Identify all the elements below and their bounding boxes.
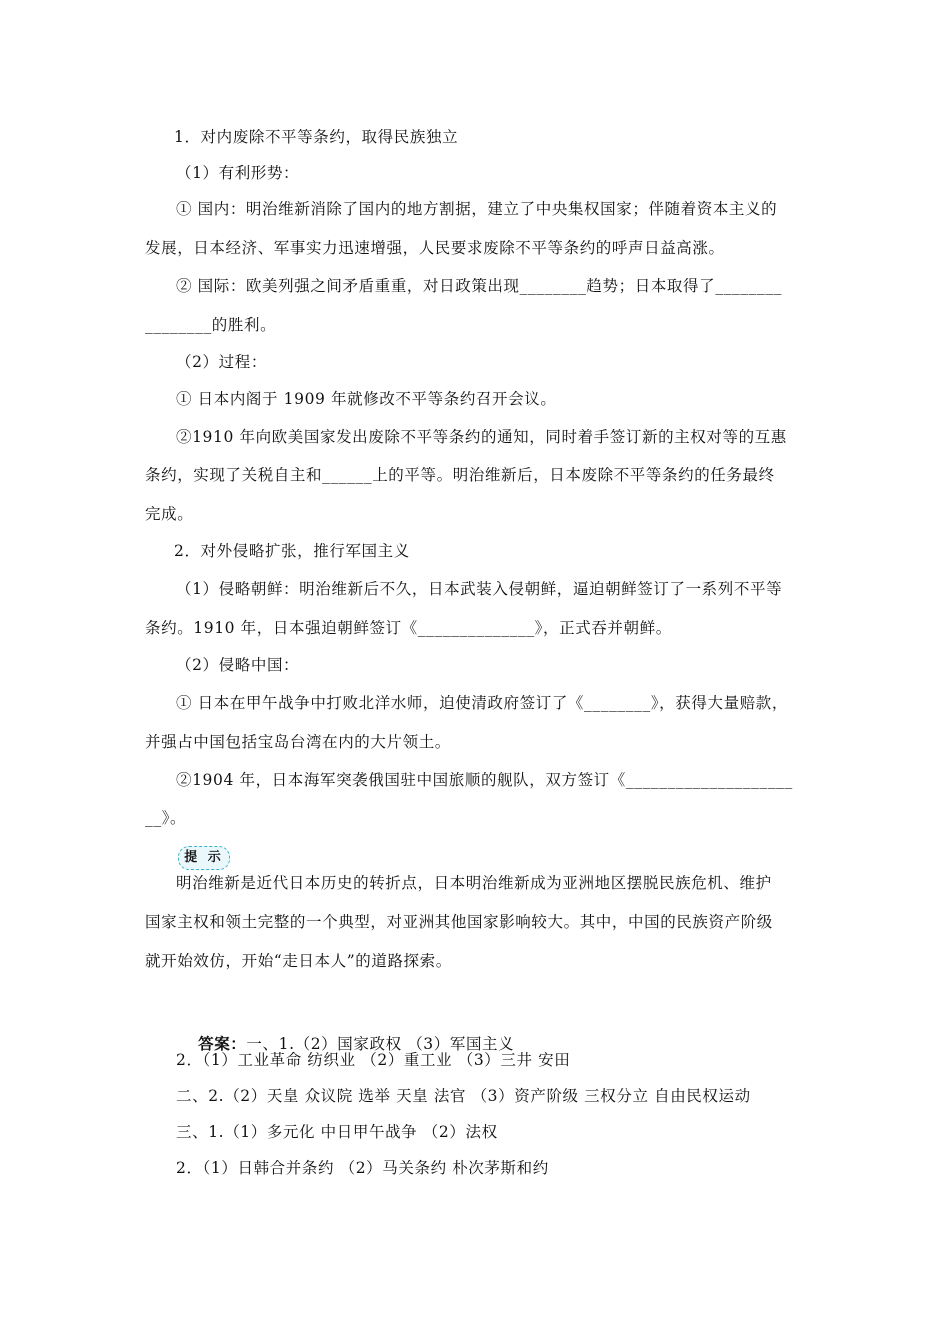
paragraph-line: ②1910 年向欧美国家发出废除不平等条约的通知，同时着手签订新的主权对等的互惠: [176, 428, 787, 446]
answer-line-3: 二、2.（2）天皇 众议院 选举 天皇 法官 （3）资产阶级 三权分立 自由民权运动: [176, 1087, 751, 1105]
paragraph-line: ① 日本在甲午战争中打败北洋水师，迫使清政府签订了《________》，获得大量赔款，: [176, 694, 788, 712]
answer-line-2: 2．（1）工业革命 纺织业 （2）重工业 （3）三井 安田: [176, 1051, 571, 1069]
answer-label: 答案：: [198, 1034, 247, 1053]
paragraph-line: 条约。1910 年，日本强迫朝鲜签订《______________》，正式吞并朝鲜。: [145, 619, 672, 637]
paragraph-line: ② 国际：欧美列强之间矛盾重重，对日政策出现________趋势；日本取得了________: [176, 277, 783, 295]
paragraph-line: ________的胜利。: [145, 316, 277, 334]
tip-badge: [178, 846, 230, 870]
subheading-invade-china: （2）侵略中国：: [176, 656, 300, 674]
section-heading-2: 2．对外侵略扩张，推行军国主义: [174, 542, 410, 560]
answer-line-5: 2．（1）日韩合并条约 （2）马关条约 朴次茅斯和约: [176, 1159, 549, 1177]
paragraph-line: ① 国内：明治维新消除了国内的地方割据，建立了中央集权国家；伴随着资本主义的: [176, 200, 778, 218]
subheading-process: （2）过程：: [176, 353, 267, 371]
tip-paragraph-line: 国家主权和领土完整的一个典型，对亚洲其他国家影响较大。其中，中国的民族资产阶级: [145, 913, 773, 931]
paragraph-line: 完成。: [145, 505, 194, 523]
subheading-favorable-situation: （1）有利形势：: [176, 164, 300, 182]
paragraph-line: （1）侵略朝鲜：明治维新后不久，日本武装入侵朝鲜，逼迫朝鲜签订了一系列不平等: [176, 580, 783, 598]
answer-text: 一、1.（2）国家政权 （3）军国主义: [246, 1035, 515, 1053]
paragraph-line: 并强占中国包括宝岛台湾在内的大片领土。: [145, 733, 451, 751]
answer-line-4: 三、1.（1）多元化 中日甲午战争 （2）法权: [176, 1123, 498, 1141]
section-heading-1: 1．对内废除不平等条约，取得民族独立: [174, 128, 459, 146]
paragraph-line: __》。: [145, 809, 187, 827]
tip-paragraph-line: 就开始效仿，开始“走日本人”的道路探索。: [145, 952, 452, 970]
paragraph-line: ②1904 年，日本海军突袭俄国驻中国旅顺的舰队，双方签订《____________________: [176, 771, 793, 789]
tip-label: 提 示: [184, 850, 224, 865]
tip-paragraph-line: 明治维新是近代日本历史的转折点，日本明治维新成为亚洲地区摆脱民族危机、维护: [176, 874, 772, 892]
paragraph-line: ① 日本内阁于 1909 年就修改不平等条约召开会议。: [176, 390, 557, 408]
paragraph-line: 条约，实现了关税自主和______上的平等。明治维新后，日本废除不平等条约的任务最终: [145, 466, 775, 484]
paragraph-line: 发展，日本经济、军事实力迅速增强，人民要求废除不平等条约的呼声日益高涨。: [145, 239, 725, 257]
